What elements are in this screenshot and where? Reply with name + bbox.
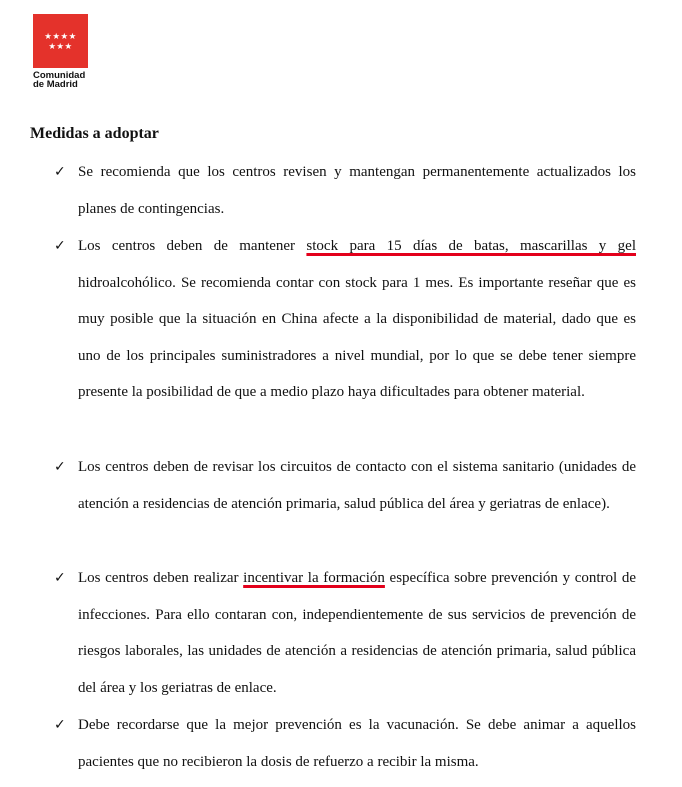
check-icon: ✓ — [54, 238, 66, 254]
logo-text-line1: Comunidad — [33, 70, 86, 81]
measure-text: hidroalcohólico. Se recomienda contar con stock para 1 mes. Es importante reseñar que es muy posible que la situación en China afecte a la disponibilidad de material, dado que es uno de los principales suministradores a nivel mundial, por lo que se debe tener siempre presente la posibilidad de que a medio plazo haya dificultades para obtener material. — [78, 274, 636, 401]
check-icon: ✓ — [54, 570, 66, 586]
measure-item-1 — [54, 154, 636, 227]
highlighted-text: stock para 15 días de batas, mascarillas y gel — [306, 238, 636, 254]
measure-text: Se recomienda que los centros revisen y mantengan permanentemente actualizados los planes de contingencias. — [78, 164, 636, 217]
highlighted-text: incentivar la formación — [243, 570, 385, 586]
measure-text: Los centros deben de mantener — [78, 238, 307, 254]
comunidad-de-madrid-logo — [33, 14, 91, 89]
measure-text: específica sobre prevención y control de infecciones. Para ello contaran con, independientemente de sus servicios de prevención de riesgos laborales, las unidades de atención a residencias de atención primaria, salud pública del área y los geriatras de enlace. — [78, 570, 637, 696]
logo-text-line2: de Madrid — [33, 79, 78, 90]
measure-text: Debe recordarse que la mejor prevención es la vacunación. Se debe animar a aquellos pacientes que no recibieron la dosis de refuerzo a recibir la misma. — [78, 717, 636, 770]
measure-text: Los centros deben de revisar los circuitos de contacto con el sistema sanitario (unidades de atención a residencias de atención primaria, salud pública del área y geriatras de enlace). — [78, 459, 636, 512]
check-icon: ✓ — [54, 164, 66, 180]
measure-item-3 — [54, 449, 636, 522]
logo-stars-bottom: ★★★ — [48, 42, 73, 52]
check-icon: ✓ — [54, 717, 66, 733]
measure-item-2 — [54, 228, 636, 411]
measure-item-5 — [54, 707, 636, 780]
logo-stars-top: ★★★★ — [44, 32, 77, 42]
section-heading: Medidas a adoptar — [30, 125, 159, 142]
check-icon: ✓ — [54, 459, 66, 475]
measure-text: Los centros deben realizar — [78, 570, 244, 586]
logo-red-flag — [33, 14, 88, 68]
logo-text — [33, 71, 91, 89]
measure-item-4 — [54, 560, 637, 706]
